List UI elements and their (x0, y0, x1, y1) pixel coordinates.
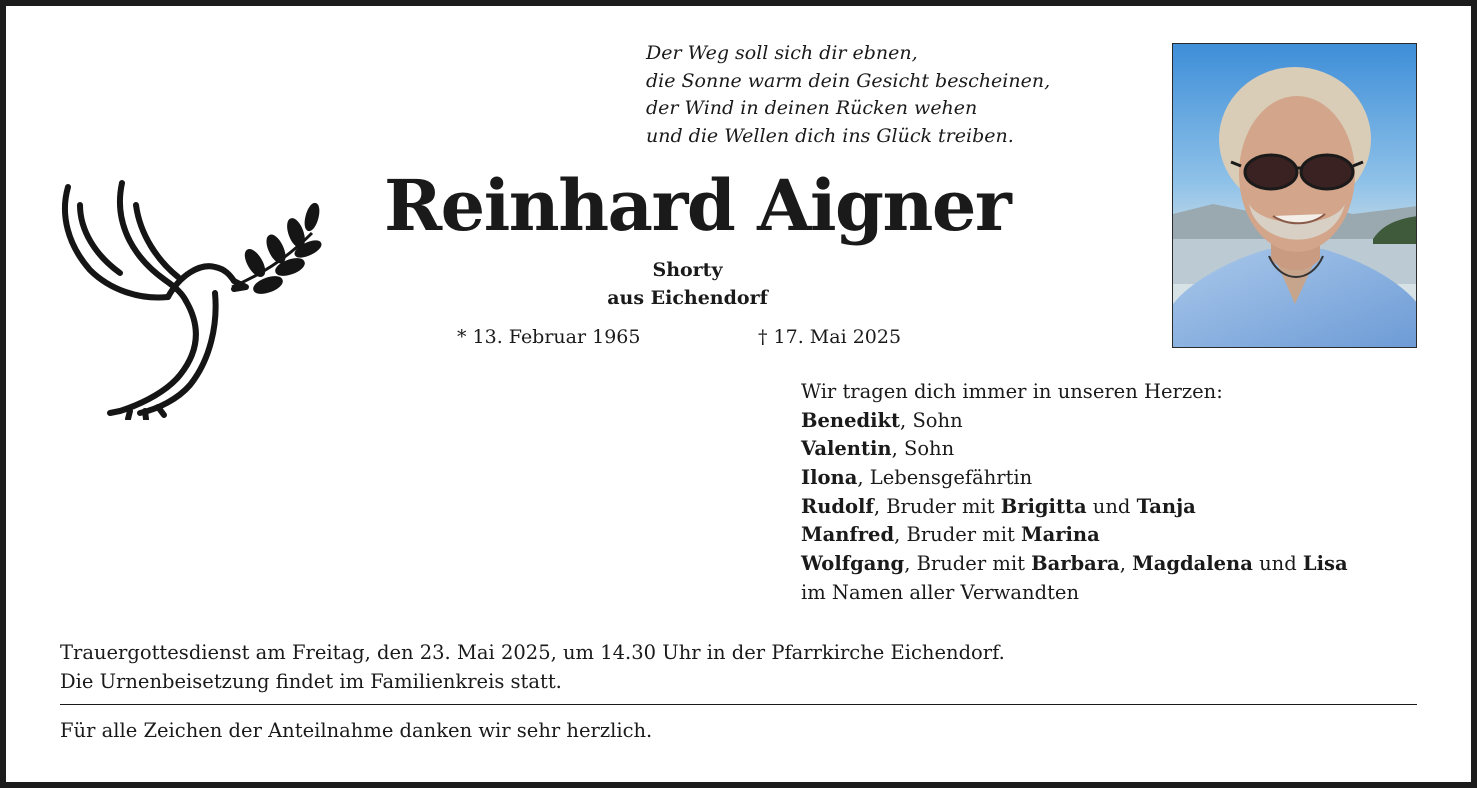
mourner-line (801, 464, 1348, 493)
nickname-block (540, 256, 835, 312)
mourners-list (801, 378, 1348, 608)
service-line: Trauergottesdienst am Freitag, den 23. Mai 2025, um 14.30 Uhr in der Pfarrkirche Eichendorf. (60, 641, 1005, 664)
mourners-closing: im Namen aller Verwandten (801, 580, 1080, 604)
mourner-name: Lisa (1302, 552, 1348, 576)
mourner-relation: und (1086, 494, 1137, 518)
poem (646, 40, 1050, 150)
mourner-relation: , Sohn (900, 408, 963, 432)
mourner-line (801, 493, 1348, 522)
poem-line: der Wind in deinen Rücken wehen (646, 97, 978, 119)
service-info (60, 638, 1005, 696)
dove-with-olive-branch-icon (50, 175, 325, 420)
mourner-relation: , Sohn (891, 437, 955, 461)
mourner-name: Marina (1021, 523, 1100, 547)
mourner-name: Ilona (801, 466, 858, 490)
burial-line: Die Urnenbeisetzung findet im Familienkreis statt. (60, 670, 562, 693)
mourner-line (801, 550, 1348, 579)
mourner-name: Wolfgang (801, 552, 905, 576)
mourner-line (801, 407, 1348, 436)
portrait-photo (1172, 43, 1417, 348)
poem-line: und die Wellen dich ins Glück treiben. (646, 124, 1014, 147)
mourner-name: Magdalena (1132, 552, 1253, 576)
hometown: aus Eichendorf (607, 287, 768, 309)
mourner-name: Benedikt (801, 408, 901, 432)
mourner-name: Barbara (1031, 552, 1120, 576)
mourner-relation: , (1119, 552, 1133, 576)
mourner-name: Brigitta (1000, 494, 1087, 518)
mourners-intro: Wir tragen dich immer in unseren Herzen: (801, 380, 1223, 403)
birth-date: * 13. Februar 1965 (457, 326, 641, 348)
mourner-line (801, 521, 1348, 550)
mourner-relation: , Bruder mit (873, 494, 1001, 518)
poem-line: die Sonne warm dein Gesicht bescheinen, (646, 69, 1051, 92)
death-date: † 17. Mai 2025 (758, 326, 902, 348)
thanks-line: Für alle Zeichen der Anteilnahme danken wir sehr herzlich. (60, 719, 653, 742)
mourner-name: Tanja (1136, 494, 1196, 518)
mourner-name: Valentin (801, 437, 892, 461)
mourner-relation: , Bruder mit (894, 523, 1022, 547)
mourner-line (801, 435, 1348, 464)
poem-line: Der Weg soll sich dir ebnen, (646, 42, 918, 64)
mourner-relation: , Lebensgefährtin (857, 466, 1033, 490)
nickname: Shorty (652, 259, 723, 281)
divider (60, 704, 1417, 705)
mourner-name: Manfred (801, 523, 895, 547)
mourner-relation: und (1252, 552, 1303, 576)
mourner-lines (801, 407, 1348, 579)
deceased-name: Reinhard Aigner (384, 164, 1011, 247)
mourner-relation: , Bruder mit (904, 552, 1032, 576)
mourner-name: Rudolf (801, 494, 874, 518)
